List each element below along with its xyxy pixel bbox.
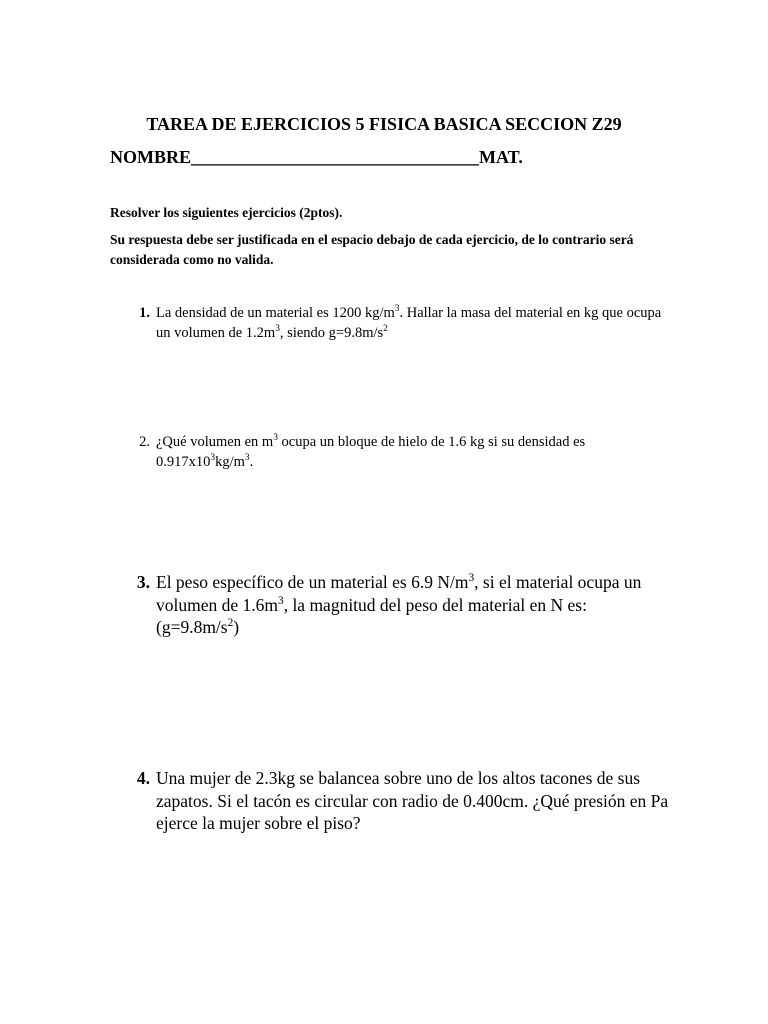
question-text: Una mujer de 2.3kg se balancea sobre uno de los altos tacones de sus zapatos. Si el tacón es circular con radio de 0.400cm. ¿Qué presión en Pa ejerce la mujer sobre el piso? <box>156 768 669 833</box>
question-number: 1. <box>139 305 150 321</box>
question-text: El peso específico de un material es 6.9 $N/m^3$, si el material ocupa un volumen de $1.6m^3$, la magnitud del peso del material en N es: $(g=9.8m/s^2)$ <box>156 572 642 637</box>
question-number: 3. <box>136 572 150 592</box>
name-field-line: NOMBRE________________________________MAT. <box>110 147 523 167</box>
question-3 <box>130 571 670 639</box>
question-4 <box>130 767 670 835</box>
instruction-justify: Su respuesta debe ser justificada en el espacio debajo de cada ejercicio, de lo contrario será considerada como no valida. <box>110 232 634 267</box>
question-2 <box>130 432 670 472</box>
document-title: TAREA DE EJERCICIOS 5 FISICA BASICA SECCION Z29 <box>146 114 622 134</box>
question-1 <box>130 303 670 343</box>
question-text: La densidad de un material es 1200 $kg/m^3$. Hallar la masa del material en kg que ocupa un volumen de $1.2m^3$, siendo $g=9.8m/s^2$ <box>156 304 662 341</box>
question-number: 4. <box>136 768 150 788</box>
instruction-resolve: Resolver los siguientes ejercicios (2ptos). <box>110 205 343 220</box>
question-text: ¿Qué volumen en $m^3$ ocupa un bloque de hielo de 1.6 kg si su densidad es $0.917x10^3kg/m^3$. <box>156 433 586 470</box>
question-number: 2. <box>139 434 150 450</box>
